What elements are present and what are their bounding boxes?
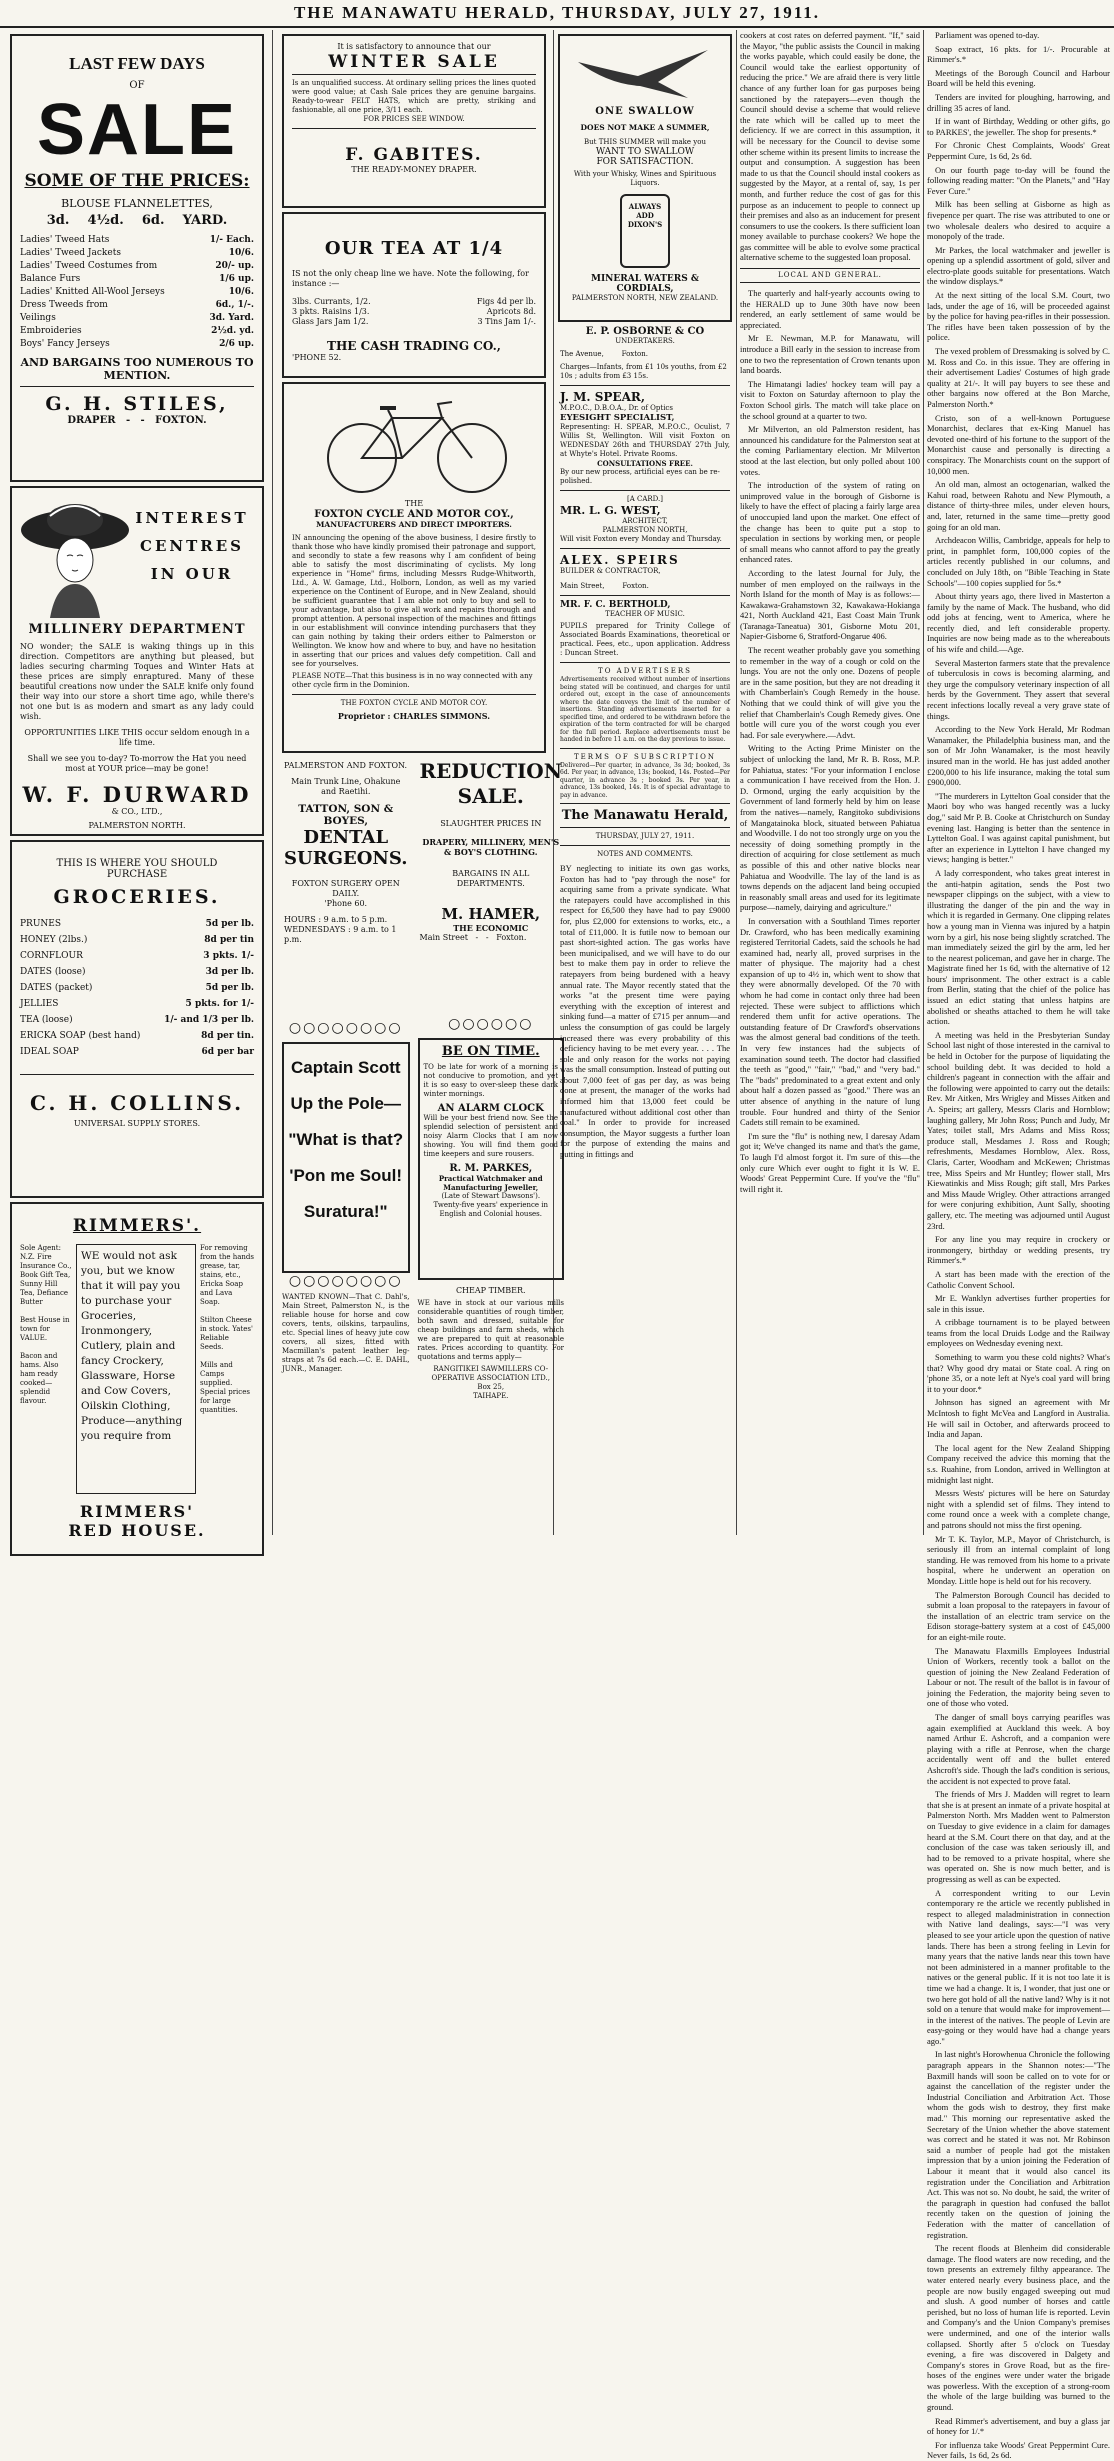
- speirs-title: BUILDER & CONTRACTOR,: [560, 567, 661, 575]
- bottle-l2: ADD: [636, 211, 654, 220]
- news-paragraph: I'm sure the "flu" is nothing new, I daresay Adam got it; We've changed its name and that's the game, To laugh I'd almost forgot it. I'm sure of this—the only cure Which ever ought to fight it Is W. E. Woods' Great Peppermint Cure. If you've the "flu" twill right it.: [740, 1130, 920, 1194]
- stiles-price-row: [20, 234, 254, 247]
- item-name: IDEAL SOAP: [20, 1047, 79, 1057]
- collins-l1: THIS IS WHERE YOU SHOULD: [56, 858, 218, 869]
- osborne-charges: Charges—Infants, from £1 10s youths, from £2 10s ; adults from £3 15s.: [560, 363, 727, 380]
- west-title: ARCHITECT,: [622, 517, 668, 525]
- durward-opportunities: OPPORTUNITIES LIKE THIS occur seldom enough in a life time.: [24, 728, 250, 747]
- bottle-illustration: [620, 194, 670, 268]
- item-price: 6d., 1/-.: [215, 300, 254, 310]
- collins-price-row: [20, 964, 254, 980]
- item-price: 5 pkts. for 1/-: [185, 999, 254, 1009]
- parkes-exp: Twenty-five years' experience in English and Colonial houses.: [433, 1201, 549, 1218]
- durward-shall: Shall we see you to-day? To-morrow the Hat you need most at YOUR price—may be gone!: [27, 754, 247, 773]
- stiles-price-row: [20, 312, 254, 325]
- gabites-intro: It is satisfactory to announce that our: [337, 42, 491, 51]
- rimmers-ad: [10, 1202, 264, 1556]
- news-paragraph: For influenza take Woods' Great Peppermint Cure. Never fails, 1s 6d, 2s 6d.: [927, 2439, 1110, 2461]
- dental-top: PALMERSTON AND FOXTON.: [284, 761, 408, 770]
- cycle-body: IN announcing the opening of the above business, I desire firstly to thank those who have kindly promised their patronage and support, and secondly to state a few reasons why I am confident of being able to satisfy the most discriminating of cyclists. My long experience in "Home" firms, including Messrs Rudge-Whitworth, Ltd., A. W. Gamage, Ltd., Holborn, London, as well as my varied experience on the Continent of Europe, and in New Zealand, should be sufficient guarantee that I am able not only to buy and sell to your advantage, but also to give all work and repairs thorough and prompt attention. A personal inspection of the machines and fittings in our establishment will convince intending purchasers that they can gain nothing by taking their orders either to Palmerston or Wellington. We know how and where to buy, and have no hesitation in asserting that our prices and values defy competition. Call and see for yourselves.: [292, 534, 536, 668]
- durward-name: W. F. DURWARD: [22, 782, 252, 807]
- gabites-body: Is an unqualified success. At ordinary selling prices the lines quoted were good value; at Cash Sale prices they are genuine bargains. Ready-to-wear FELT HATS, which are pretty, striking and fashionable, all one price, 3/11 each.: [292, 79, 536, 114]
- stiles-price-row: [20, 338, 254, 351]
- dental-open: FOXTON SURGERY OPEN DAILY.: [291, 879, 400, 898]
- stiles-blouse: BLOUSE FLANNELETTES,: [61, 197, 213, 210]
- item-name: HONEY (2lbs.): [20, 935, 88, 945]
- durward-ad: [10, 486, 264, 836]
- ornament-rule: ○○○○○○: [448, 1016, 534, 1032]
- news-paragraph: About thirty years ago, there lived in Masterton a family by the name of Mack. The husband, who did odd jobs at fencing, went to America, where he recently died, and left considerable property. Inquiries are now being made as to the whereabouts of his wife and child.—Age.: [927, 591, 1110, 655]
- collins-price-row: [20, 1044, 254, 1060]
- stiles-heading: LAST FEW DAYS: [69, 54, 205, 73]
- item-price: 2½d. yd.: [211, 326, 254, 336]
- news-paragraph: The quarterly and half-yearly accounts owing to the HERALD up to June 30th have now been rendered, an early settlement of same would be appreciated.: [740, 288, 920, 330]
- item-name: Boys' Fancy Jerseys: [20, 339, 110, 349]
- gabites-see: FOR PRICES SEE WINDOW.: [363, 115, 465, 123]
- ornament-rule: ○○○○○○○○: [288, 1273, 403, 1289]
- notes-text: BY neglecting to initiate its own gas works, Foxton has had to "pay through the nose" for acquiring same from a private syndicate. What the ratepayers could have accomplished in this respect for £6,500 they have had to pay £9000 for, plus £2,000 for extensions to works, etc., a total of £11,000. It is futile now to bemoan our past short-sighted action. The gas works have been municipalised, and we will have to do our best to make them pay in order to relieve the ratepayers from being burdened with a heavy annual rate. The Mayor recently stated that the works "at the present time were paying everything with the exception of interest and sinking fund—a matter of £715 per annum—and unless the consumption of gas could be largely increased there was every probability of this deficiency having to be met every year. . . . The sole and only reason for the works not paying was the small consumption. Instead of putting out about 7,000 feet of gas per day, as was being done at present, the manager of the works had informed him that 13,000 feet could be manufactured without additional cost other than coal." In order to provide for increased consumption, the Mayor suggests a further loan for the purpose of extending the mains and putting in fittings and: [560, 863, 730, 1160]
- be-on-time-title: BE ON TIME.: [441, 1044, 540, 1059]
- dixons-ad: [558, 34, 732, 322]
- column-3: [556, 30, 734, 1535]
- herald-title: The Manawatu Herald,: [561, 808, 729, 823]
- item-price: 1/- and 1/3 per lb.: [164, 1015, 254, 1025]
- item-name: ERICKA SOAP (best hand): [20, 1031, 141, 1041]
- item-name: DATES (packet): [20, 983, 93, 993]
- advertisers-title: TO ADVERTISERS: [598, 667, 692, 675]
- scott-ad: [282, 1042, 410, 1273]
- stiles-subheading: SOME OF THE PRICES:: [24, 171, 250, 191]
- collins-l2: PURCHASE: [106, 869, 168, 880]
- rimmers-left: Sole Agent: N.Z. Fire Insurance Co., Book Gift Tea, Sunny Hill Tea, Defiance Butter Best House in town for VALUE. Bacon and hams. Also ham ready cooked—splendid flavour.: [20, 1244, 72, 1405]
- speirs-name: ALEX. SPEIRS: [560, 553, 680, 567]
- rimmers-right: For removing from the hands grease, tar, stains, etc., Ericka Soap and Lava Soap. Stilton Cheese in stock. Yates' Reliable Seeds. Mills and Camps supplied. Special prices for large quantities.: [200, 1244, 254, 1414]
- osborne-name: E. P. OSBORNE & CO: [585, 326, 705, 337]
- item-price: 10/6.: [228, 287, 254, 297]
- spear-name: J. M. SPEAR,: [560, 390, 646, 404]
- news-paragraph: "The murderers in Lyttelton Goal consider that the Maori boy who was hanged recently was a lucky dog," said Mr P. B. Cooke at Christchurch on Sunday evening last. Hanging is better than the sentence in Lyttelton Goal. I was against capital punishment, but after an experience in Lyttelton I have changed my views; hanging is better.": [927, 790, 1110, 865]
- collins-ad: [10, 840, 264, 1198]
- timber-body: WE have in stock at our various mills considerable quantities of rough timber, both sawn and dressed, suitable for cheap buildings and farm sheds, which we are prepared to quit at reasonable rates. Prices according to quantity. For quotations and terms apply—: [417, 1299, 565, 1361]
- tea-title: OUR TEA AT 1/4: [324, 238, 504, 259]
- hamer-name: M. HAMER,: [441, 905, 541, 923]
- be-on-time-ad: [418, 1038, 565, 1280]
- news-paragraph: The danger of small boys carrying pearifles was again exemplified at Auckland this week. A boy named Arthur E. Ashcroft, and a companion were playing with a rifle at Penrose, when the charge accidentally went off and the bullet entered Ashcroft's side. Though the lad's condition is serious, the accident is not expected to prove fatal.: [927, 1712, 1110, 1786]
- spear-consult: CONSULTATIONS FREE.: [597, 459, 693, 468]
- news-paragraph: According to the latest Journal for July, the number of men employed on the railways in the North Island for the month of May is as follows:—Kawakawa-Grahamstown 32, Kawakawa-Hokianga 421, North Auckland 421, East Coast Main Trunk (Taranaga-Taneatua) 301, Gisborne Motu 201, Napier-Gisborne 6, Stratford-Ongarue 406.: [740, 567, 920, 642]
- gabites-name: F. GABITES.: [345, 145, 483, 165]
- item-name: DATES (loose): [20, 967, 86, 977]
- stiles-price-row: [20, 286, 254, 299]
- news-paragraph: The Manawatu Flaxmills Employees Industrial Union of Workers, recently took a ballot on the question of joining the New Zealand Federation of Labour or not. The result of the ballot is in favour of joining the Federation, the majority being seven to one of those who voted.: [927, 1645, 1110, 1709]
- news-paragraph: For any line you may require in crockery or ironmongery, birthday or wedding presents, try Rimmer's.*: [927, 1234, 1110, 1266]
- bottle-l1: ALWAYS: [628, 202, 662, 211]
- swallow-illustration: [568, 42, 718, 102]
- cycle-ad: [282, 382, 546, 753]
- collins-price-row: [20, 1028, 254, 1044]
- collins-price-row: [20, 1012, 254, 1028]
- hamer-sub: THE ECONOMIC: [453, 923, 529, 933]
- dental-title: DENTAL SURGEONS.: [284, 827, 408, 869]
- item-name: Ladies' Tweed Jackets: [20, 248, 121, 258]
- durward-place: PALMERSTON NORTH.: [88, 821, 186, 830]
- berthold-body: PUPILS prepared for Trinity College of Associated Boards Examinations, theoretical or practical. Fees, etc., upon application. Address : Duncan Street.: [560, 622, 730, 657]
- news-paragraph: A start has been made with the erection of the Catholic Convent School.: [927, 1268, 1110, 1290]
- collins-price-row: [20, 980, 254, 996]
- cycle-name: FOXTON CYCLE AND MOTOR COY.,: [314, 509, 514, 520]
- terms-title: TERMS OF SUBSCRIPTION: [573, 752, 717, 761]
- alarm-title: AN ALARM CLOCK: [437, 1103, 544, 1114]
- item-name: Ladies' Tweed Hats: [20, 235, 110, 245]
- news-paragraph: Several Masterton farmers state that the prevalence of tuberculosis in cows is becoming alarming, and they urge the compulsory veterinary inspection of all herds by the Government. They assert that several recent infections locally reveal a very grave state of things.: [927, 657, 1110, 721]
- column-2: [276, 30, 565, 1535]
- stiles-price-row: [20, 325, 254, 338]
- news-paragraph: Meetings of the Borough Council and Harbour Board will be held this evening.: [927, 67, 1110, 89]
- news-paragraph: Milk has been selling at Gisborne as high as fivepence per quart. The rise was attributed to one or two wholesale dealers who desired to acquire a monopoly of the trade.: [927, 199, 1110, 242]
- item-price: 8d per tin.: [201, 1031, 254, 1041]
- collins-price-row: [20, 916, 254, 932]
- professional-cards: [556, 326, 734, 1160]
- bottle-l3: DIXON'S: [627, 220, 663, 229]
- spear-title: EYESIGHT SPECIALIST,: [560, 413, 675, 423]
- gabites-sub: THE READY-MONEY DRAPER.: [351, 165, 477, 174]
- tea-item: 3lbs. Currants, 1/2.: [292, 297, 371, 306]
- bicycle-illustration: [292, 390, 542, 495]
- column-1: [4, 30, 270, 1540]
- news-paragraph: Johnson has signed an agreement with Mr McIntosh to fight McVea and Langford in Australia. He will sail in October, and afterwards proceed to India and Japan.: [927, 1397, 1110, 1440]
- speirs-addr: Main Street, Foxton.: [560, 582, 649, 590]
- news-paragraph: Soap extract, 16 pkts. for 1/-. Procurable at Rimmer's.*: [927, 43, 1110, 65]
- hamer-ad: [418, 757, 565, 1016]
- item-price: 10/6.: [228, 248, 254, 258]
- news-paragraph: Mr Parkes, the local watchmaker and jeweller is opening up a splendid assortment of gold, silver and electro-plate goods suitable for presentations. Watch the window displays.*: [927, 244, 1110, 287]
- stiles-ad: [10, 34, 264, 482]
- item-price: 20/- up.: [215, 261, 254, 271]
- item-price: 8d per tin: [204, 935, 254, 945]
- stiles-price-list: [20, 234, 254, 351]
- news-paragraph: In last night's Horowhenua Chronicle the following paragraph appears in the Shannon notes:—"The Baxmill hands will soon be called on to vote for or against the cancellation of the register under the Industrial Conciliation and Arbitration Act. Those whom the gods wish to destroy, they first make mad." This morning our representative asked the Secretary of the Union whether the above statement was correct and he stated it was not. Mr Robinson said a number of people had got the mistaken impression that by a union joining the Federation of Labour it meant that it would also cancel its registration under the Conciliation and Arbitration Act. This was not so. No doubt, he said, the writer of the paragraph in question had confused the ballot recently taken on the question of joining the Federation with the matter of cancellation of registration.: [927, 2049, 1110, 2240]
- item-name: Balance Furs: [20, 274, 81, 284]
- item-name: Ladies' Knitted All-Wool Jerseys: [20, 287, 165, 297]
- news-paragraph: Mr E. Newman, M.P. for Manawatu, will introduce a Bill early in the session to increase from one to two the representation of Crown tenants upon land boards.: [740, 333, 920, 376]
- tea-item: Glass Jars Jam 1/2.: [292, 317, 369, 326]
- item-price: 3 pkts. 1/-: [203, 951, 254, 961]
- item-name: TEA (loose): [20, 1015, 73, 1025]
- cycle-prop: Proprietor : CHARLES SIMMONS.: [337, 711, 491, 721]
- rimmers-title: RIMMERS'.: [72, 1216, 202, 1236]
- stiles-price-row: [20, 273, 254, 286]
- lady-hat-illustration: [20, 498, 130, 618]
- collins-sub: UNIVERSAL SUPPLY STORES.: [73, 1119, 201, 1128]
- item-price: 1/6 up.: [219, 274, 254, 284]
- item-name: Embroideries: [20, 326, 82, 336]
- news-paragraph: Cristo, son of a well-known Portuguese Monarchist, declares that ex-King Manuel has devoted one-third of his fortune to the support of the Monarchist cause and personally is directing a conspiracy. The Monarchists count on the support of 10,000 men.: [927, 412, 1110, 476]
- item-name: PRUNES: [20, 919, 62, 929]
- news-paragraph: Mr Milverton, an old Palmerston resident, has announced his candidature for the Palmerston seat at the coming Parliamentary election. Mr Milverton stood at the last election, but only polled about 100 votes.: [740, 424, 920, 477]
- dental-hours: HOURS : 9 a.m. to 5 p.m.: [284, 915, 388, 924]
- news-paragraph: The vexed problem of Dressmaking is solved by C. M. Ross and Co. in this issue. They are offering in their advertisement Ladies' Costumes of high grade quality at 21/-. It will pay buyers to see these and other bargains now offered at the Bon Marche, Palmerston North.*: [927, 346, 1110, 409]
- news-paragraph: The Palmerston Borough Council has decided to submit a loan proposal to the ratepayers in favour of the installation of an electric tram service on the Edison storage-battery system at a cost of £45,000 for an eight-mile route.: [927, 1589, 1110, 1642]
- tea-item: 3 Tins Jam 1/-.: [477, 317, 536, 326]
- parkes-late: (Late of Stewart Dawsons').: [441, 1192, 541, 1200]
- item-price: 1/- Each.: [209, 235, 254, 245]
- news-paragraph: Parliament was opened to-day.: [935, 30, 1040, 40]
- news-paragraph: The recent floods at Blenheim did considerable damage. The flood waters are now receding, and the town presents an extremely filthy appearance. The water entered nearly every business place, and the people are now busily engaged sweeping out mud and slush. A good number of horses and cattle perished, but no loss of human life is reported. Levin and Company's and the Union Company's premises were undermined, and one of the interior walls collapsed. Shortly after 5 o'clock on Tuesday evening, a fire was discovered in Dalgety and Company's stores in Grove Road, but as the fire-hoses of the engines were under water the brigade was powerless. With the exception of a strong-room the whole of the large building was burned to the ground.: [927, 2243, 1110, 2413]
- durward-centres: CENTRES: [140, 537, 244, 555]
- news-paragraph: Archdeacon Willis, Cambridge, appeals for help to print, in pamphlet form, 100,000 copies of the articles recently published in our columns, and concluded on July 18th, on "Bible Teaching in State Schools"—100 copies supplied for 5s.*: [927, 535, 1110, 588]
- masthead: THE MANAWATU HERALD, THURSDAY, JULY 27, 1911.: [0, 0, 1114, 28]
- item-price: 5d per lb.: [205, 983, 254, 993]
- news-paragraph: Writing to the Acting Prime Minister on the subject of unlocking the land, Mr R. B. Ross, M.P. for Pahiatua, states: "For your information I enclose a communication I have received from the Hon. J. D. Ormond, urging the early acquisition by the Government of land formerly held by him on lease from the natives—namely, Rangitoko subdivisions of Mangatainoka block, situated between Pahiatua and Woodville. I do not too strongly urge on you the necessity of doing something promptly in the direction of acquiring for close settlement as much as possible of this and other native blocks near Pahiatua and Woodville. The lay of the land is as towns depends on the adjacent land being occupied in reasonably small areas and used for its legitimate purpose—namely, dairying and agriculture.": [740, 743, 920, 913]
- swallow-one: ONE SWALLOW: [595, 106, 695, 117]
- news-paragraph: Read Rimmer's advertisement, and buy a glass jar of honey for 1/.*: [927, 2415, 1110, 2437]
- timber-box: Box 25,: [477, 1383, 505, 1391]
- hamer-lines: DRAPERY, MILLINERY, MEN'S & BOY'S CLOTHING.: [422, 837, 560, 857]
- item-name: Veilings: [20, 313, 56, 323]
- rimmers-footer1: RIMMERS': [79, 1502, 195, 1521]
- news-paragraph: The Himatangi ladies' hockey team will pay a visit to Foxton on Saturday afternoon to play the Foxton School girls. The match will take place on the school ground at a quarter to two.: [740, 378, 920, 421]
- rimmers-middle: WE would not ask you, but we know that it will pay you to purchase your Groceries, Ironmongery, Cutlery, plain and fancy Crockery, Glassware, Horse and Cow Covers, Oilskin Clothing, Produce—anything you require from: [76, 1244, 196, 1494]
- stiles-sale: SALE: [36, 90, 238, 170]
- news-paragraph: A lady correspondent, who takes great interest in the anti-hatpin agitation, sends the Post two newspaper clippings on the subject, with a view to illustrating the danger of the pin and the way in which it is regarded in Germany. One clipping relates how a young man in Vienna was injured by a hatpin worn by a girl, his nose being slightly scratched. The man immediately seized the girl by the arm, led her to the nearest policeman, and gave her in charge. The Magistrate fined her 1s 6d, with the alternative of 12 hours' imprisonment. The other extract is a cable from Berlin, stating that the chief of the police has issued an edict stating that unless hatpins are abolished or sheaths attached to them he will take action.: [927, 867, 1110, 1027]
- item-price: 2/6 up.: [219, 339, 254, 349]
- durward-co: & CO., LTD.,: [111, 807, 163, 816]
- swallow-with: With your Whisky, Wines and Spirituous Liquors.: [573, 170, 717, 187]
- osborne-sub: UNDERTAKERS.: [615, 337, 675, 345]
- hamer-bargains: BARGAINS IN ALL DEPARTMENTS.: [452, 869, 530, 888]
- collins-price-row: [20, 932, 254, 948]
- stiles-name: G. H. STILES,: [45, 393, 229, 415]
- alarm-body: Will be your best friend now. See the splendid selection of persistent and noisy Alarm Clocks that I am now showing. You will find them good time keepers and sure rousers.: [423, 1114, 559, 1158]
- collins-groceries: GROCERIES.: [53, 886, 221, 908]
- item-name: Dress Tweeds from: [20, 300, 108, 310]
- durward-in-our: IN OUR: [150, 565, 234, 583]
- cycle-the: THE: [404, 499, 424, 508]
- tea-right-list: [477, 297, 536, 327]
- notes-title: NOTES AND COMMENTS.: [597, 850, 693, 858]
- rimmers-footer2: RED HOUSE.: [68, 1521, 206, 1540]
- item-name: Ladies' Tweed Costumes from: [20, 261, 158, 271]
- news-paragraph: The recent weather probably gave you something to remember in the way of a cough or cold on the lungs. You are not the only one. Dozens of people are in the same position, but they are not dreading it with Chamberlain's Cough Remedy in the house. Nothing that we could think of will give you the relief that Chamberlain's Cough Remedy gives. One bottle will cure you of the worst cough you ever had. For sale everywhere.—Advt.: [740, 645, 920, 740]
- column-rule: [272, 30, 273, 1535]
- tea-name: THE CASH TRADING CO.,: [327, 339, 501, 353]
- berthold-title: TEACHER OF MUSIC.: [605, 610, 685, 618]
- item-price: 3d. Yard.: [209, 313, 254, 323]
- west-visit: Will visit Foxton every Monday and Thursday.: [560, 535, 722, 543]
- timber-ad: [418, 1286, 565, 1401]
- osborne-addr: The Avenue, Foxton.: [560, 350, 648, 358]
- news-paragraph: The introduction of the system of rating on unimproved value in the borough of Gisborne is likely to have the effect of placing a fairly large area of unoccupied land upon the market. One effect of the change has been to quite put a stop to speculation in sections by working men, or people of small means who cannot afford to pay the greatly enhanced rates.: [740, 480, 920, 565]
- news-paragraph: If in want of Birthday, Wedding or other gifts, go to PARKES', the jeweller. The shop for presents.*: [927, 116, 1110, 137]
- dental-sub: Main Trunk Line, Ohakune and Raetihi.: [291, 777, 401, 796]
- collins-price-row: [20, 996, 254, 1012]
- cycle-footer: THE FOXTON CYCLE AND MOTOR COY.: [340, 699, 488, 707]
- west-card: [A CARD.]: [626, 495, 663, 503]
- stiles-blouse-prices: 3d. 4½d. 6d. YARD.: [46, 213, 228, 228]
- herald-date: THURSDAY, JULY 27, 1911.: [595, 832, 695, 840]
- local-news-col5: [927, 30, 1110, 2461]
- terms-body: Delivered—Per quarter, in advance, 3s 3d; booked, 3s 6d. Per year, in advance, 13s; booked, 14s. Posted—Per quarter, in advance 3s ; booked 3s. Per year, in advance, 13s booked, 14s. It is of special advantage to pay in advance.: [560, 761, 730, 799]
- tea-item: 3 pkts. Raisins 1/3.: [292, 307, 370, 316]
- stiles-draper: DRAPER - - FOXTON.: [67, 415, 207, 426]
- timber-place: TAIHAPE.: [473, 1392, 509, 1400]
- mineral-title: MINERAL WATERS & CORDIALS,: [591, 274, 699, 294]
- durward-body: NO wonder; the SALE is waking things up in this direction. Competitors are anything but pleased, but ladies securing charming Toques and Winter Hats at these prices are simply enraptured. Many of these beautiful creations now under the SALE knife only found their way into our store a short time ago, while there's not one but is as modern and smart as any lady could wish.: [20, 642, 254, 721]
- column-rule: [923, 30, 924, 1535]
- parkes-name: R. M. PARKES,: [449, 1163, 533, 1174]
- collins-price-row: [20, 948, 254, 964]
- local-general-title: LOCAL AND GENERAL.: [740, 268, 920, 283]
- timber-title: CHEAP TIMBER.: [455, 1286, 526, 1295]
- news-paragraph: Mr E. Wanklyn advertises further properties for sale in this issue.: [927, 1293, 1110, 1314]
- hamer-slaughter: SLAUGHTER PRICES IN: [440, 819, 542, 828]
- news-paragraph: The friends of Mrs J. Madden will regret to learn that she is at present an inmate of a private hospital at Palmerston North. Mrs Madden went to Palmerston on Tuesday to give evidence in a claim for damages heard at the S.M. Court there on that day, and at the conclusion of the case was taken seriously ill, and had to be removed to a private hospital, where she was operated on. She is now much better, and is progressing as well as can be expected.: [927, 1789, 1110, 1884]
- swallow-for: FOR SATISFACTION.: [596, 157, 694, 167]
- local-news-col4: [740, 288, 920, 1194]
- stiles-price-row: [20, 260, 254, 273]
- collins-name: C. H. COLLINS.: [29, 1091, 245, 1115]
- item-price: 3d per lb.: [205, 967, 254, 977]
- gabites-ad: [282, 34, 546, 208]
- swallow-want: WANT TO SWALLOW: [595, 147, 695, 157]
- news-paragraph: Mr T. K. Taylor, M.P., Mayor of Christchurch, is seriously ill from an internal complaint of long standing. He was removed from his home to a private hospital, where he underwent an operation on Monday. Little hope is held out for his recovery.: [927, 1533, 1110, 1586]
- durward-dept: MILLINERY DEPARTMENT: [28, 622, 246, 637]
- swallow-not: DOES NOT MAKE A SUMMER,: [580, 123, 710, 132]
- stiles-price-row: [20, 299, 254, 312]
- advertisers-body: Advertisements received without number of insertions being stated will be continued, and charges for until ordered out, except in the case of announcements where the date conveys the limit of the number of insertions. Standing advertisements inserted for a specified time, and ordered to be withdrawn before the expiration of the term contracted for will be charged for the full period. Replace advertisements must be handed in before 11 a.m. on the day previous to issue.: [560, 676, 730, 743]
- scott-l4: 'Pon me Soul!: [289, 1166, 403, 1185]
- collins-price-list: [20, 916, 254, 1060]
- scott-l1: Captain Scott: [290, 1058, 401, 1077]
- ornament-rule: ○○○○○○○○: [288, 1020, 403, 1036]
- spear-quals: M.P.O.C., D.B.O.A., Dr. of Optics: [560, 404, 673, 412]
- swallow-but: But THIS SUMMER will make you: [584, 138, 706, 146]
- stiles-of: OF: [129, 80, 145, 91]
- tea-item: Apricots 8d.: [486, 307, 536, 316]
- durward-interest: INTEREST: [135, 509, 249, 527]
- column-rule: [736, 30, 737, 1535]
- spear-extra: By our new process, artificial eyes can be re-polished.: [560, 468, 720, 485]
- item-price: 5d per lb.: [205, 919, 254, 929]
- dahl-notice: WANTED KNOWN—That C. Dahl's, Main Street, Palmerston N., is the reliable house for horse and cow covers, tents, oilskins, tarpaulins, etc. Special lines of heavy jute cow covers, all sizes, fitted with Macmillan's patent leather leg-straps at 7s 6d each.—C. E. DAHL, JUNR., Manager.: [282, 1293, 410, 1373]
- gabites-title: WINTER SALE: [292, 52, 536, 75]
- news-paragraph: For Chronic Chest Complaints, Woods' Great Peppermint Cure, 1s 6d, 2s 6d.: [927, 140, 1110, 161]
- mineral-place: PALMERSTON NORTH, NEW ZEALAND.: [571, 294, 719, 302]
- tea-left-list: [292, 297, 371, 327]
- be-on-time-body: TO be late for work of a morning is not conducive to promotion, and yet it is so easy to over-sleep these dark winter mornings.: [423, 1063, 559, 1098]
- stiles-bargains: AND BARGAINS TOO NUMEROUS TO MENTION.: [20, 356, 254, 382]
- column-5: [927, 30, 1110, 2461]
- cycle-notice: PLEASE NOTE—That this business is in no way connected with any other cycle firm in the Dominion.: [292, 672, 533, 689]
- tea-phone: 'PHONE 52.: [292, 353, 342, 362]
- scott-l5: Suratura!": [303, 1202, 388, 1221]
- item-name: CORNFLOUR: [20, 951, 83, 961]
- tea-item: Figs 4d per lb.: [476, 297, 536, 306]
- column-4: [740, 30, 920, 1535]
- news-paragraph: On our fourth page to-day will be found the following reading matter: "On the Planets," and "Hay Fever Cure.": [927, 164, 1110, 196]
- tea-body: IS not the only cheap line we have. Note the following, for instance :—: [292, 269, 529, 288]
- cycle-sub: MANUFACTURERS AND DIRECT IMPORTERS.: [316, 520, 512, 529]
- stiles-price-row: [20, 247, 254, 260]
- news-paragraph: In conversation with a Southland Times reporter Dr. Crawford, who has been medically examining registered Territorial Cadets, said the schools he had examined had, nearly all, proved surprises in the matter of physique. The majority had a chest expansion of up to 4½ in, which went to show that they were abnormally developed. Of the 70 with whom he had come in contact only three had been rejected. These were subject to afflictions which rendered them unfit for active operations. The outstanding feature of Dr Crawford's observations was the almost general bad conditions of the teeth. In very few instances had the subjects of examination sound teeth. The doctor had classified the teeth as "good," "fair," "bad," and "very bad." The "bads" predominated to a great extent and only about half a dozen passed as "good." There was an utter absence of anything in the nature of lung trouble. Four hundred and thirty of the Senior Cadets still remain to be examined.: [740, 915, 920, 1128]
- gas-continuation: cookers at cost rates on deferred payment. "If," said the Mayor, "the public assists the Council in making the works payable, which could easily be done, the Council would take the earliest opportunity of reducing the price." We are afraid there is very little chance of any further loan for gas purposes being sanctioned by the ratepayers—even though the Council should devise a scheme that would relieve the rate which will be called up to meet the deficiency. If we are correct in this assumption, it will be necessary for the Council to devise some other scheme within its present limits to increase the output and consumption. A suggestion has been made to us that the Council should instal cookers as suggested by the Mayor, at a rental of, say, 1s per month, and further reduce the cost of gas for this purpose as an inducement to people to connect up their premises and also as an inducement for present consumers to use the cookers. Is there sufficient loan money available to purchase cookers? We hope the gas committee will be able to evolve some practical alternative scheme to the suggested loan proposal.: [740, 30, 920, 263]
- dental-wed: WEDNESDAYS : 9 a.m. to 1 p.m.: [284, 925, 397, 944]
- west-name: MR. L. G. WEST,: [560, 504, 661, 517]
- parkes-trade: Practical Watchmaker and Manufacturing Jeweller,: [438, 1174, 543, 1192]
- news-paragraph: The local agent for the New Zealand Shipping Company received the advice this morning that the s.s. Ruahine, from London, arrived in Wellington at midnight last night.: [927, 1442, 1110, 1485]
- hamer-title: REDUCTION SALE.: [419, 759, 563, 808]
- berthold-name: MR. F. C. BERTHOLD,: [560, 600, 671, 610]
- west-place: PALMERSTON NORTH,: [602, 526, 688, 534]
- timber-name: RANGITIKEI SAWMILLERS CO-OPERATIVE ASSOCIATION LTD.,: [431, 1365, 550, 1382]
- item-name: JELLIES: [20, 999, 59, 1009]
- news-paragraph: A correspondent writing to our Levin contemporary re the article we recently published in respect to alleged maladministration in connection with Native land dealings, says:—"I was very pleased to see your article upon the question of native lands. There has been a strong feeling in Levin for many years that the native lands near this town have not been administered in a manner profitable to the natives or the general public. If it is not too late it is time we had a change. It is, I wonder, that just one or two here got hold of all the native land? Why is it not sold on a tenure that would make for improvement—in the interest of the natives. The people of Levin are easy-going or they would have had a change years ago.": [927, 1887, 1110, 2046]
- scott-l2: Up the Pole—: [290, 1094, 401, 1113]
- spear-body: Representing: H. SPEAR, M.P.O.C., Oculist, 7 Willis St, Wellington. Will visit Foxton on WEDNESDAY 26th and THURSDAY 27th July, at Whyte's Hotel. Private Rooms.: [560, 423, 730, 458]
- dental-firm: TATTON, SON & BOYES,: [298, 803, 394, 827]
- news-paragraph: Something to warm you these cold nights? What's that? Why good dry matai or State coal. A ring on 'phone 35, or a note left at Nye's coal yard will bring it to your door.*: [927, 1352, 1110, 1394]
- item-price: 6d per bar: [201, 1047, 254, 1057]
- news-paragraph: Messrs Wests' pictures will be here on Saturday night with a splendid set of films. They intend to come round once a week with a complete change, and patrons should not miss the first opening.: [927, 1488, 1110, 1530]
- news-paragraph: An old man, almost an octogenarian, walked the Kahui road, between Rahotu and New Plymouth, a distance of thirty-three miles, under eleven hours, and, later, returned in the same time—pretty good going for an old man.: [927, 479, 1110, 532]
- news-paragraph: According to the New York Herald, Mr Rodman Wanamaker, the Philadelphia business man, and the son of Mr John Wanamaker, is the most heavily insured man in the world. He has just added another £200,000 to his life insurance, making the total sum £900,000.: [927, 724, 1110, 788]
- tea-ad: [282, 212, 546, 378]
- scott-l3: "What is that?: [288, 1130, 404, 1149]
- news-paragraph: A cribbage tournament is to be played between teams from the local Druids Lodge and the Railway employees on Wednesday evening next.: [927, 1317, 1110, 1349]
- dental-phone: 'Phone 60.: [324, 899, 368, 908]
- news-paragraph: A meeting was held in the Presbyterian Sunday School last night of those interested in the carnival to be held in October for the purpose of liquidating the school building debt. It was decided to hold a children's pageant in connection with the affair and the following were appointed to carry out the details: Rev. Mr Aitken, Mrs Wrigley and Misses Aitken and A. Speirs; art gallery, Messrs Claris and Hornblow; laughing gallery, Mr John Ross; Punch and Judy, Mr Yates; toilet stall, Mrs Adams and Miss Ross; produce stall, Mesdames J. Ross and Rough; refreshments, Mesdames Hornblow, Alex. Ross, Claris, Carter, Woodham and McKewen; Christmas tree, Miss Speirs and Mr Huntley; flower stall, Mrs Kiewatinkis and Miss Rough; gift stall, Mrs Parkes and Miss Maude Wrigley. Other attractions arranged for were conjuring exhibition, Aunt Sally, shooting gallery, etc. The meeting was adjourned until August 23rd.: [927, 1029, 1110, 1231]
- dental-ad: [282, 757, 410, 1020]
- hamer-street: Main Street - - Foxton.: [419, 933, 527, 942]
- news-paragraph: Tenders are invited for ploughing, harrowing, and drilling 35 acres of land.: [927, 91, 1110, 113]
- news-paragraph: At the next sitting of the local S.M. Court, two lads, under the age of 16, will be proceeded against by the police for having pea-rifles in their possession. The rifles have been taken possession of by the police.: [927, 290, 1110, 343]
